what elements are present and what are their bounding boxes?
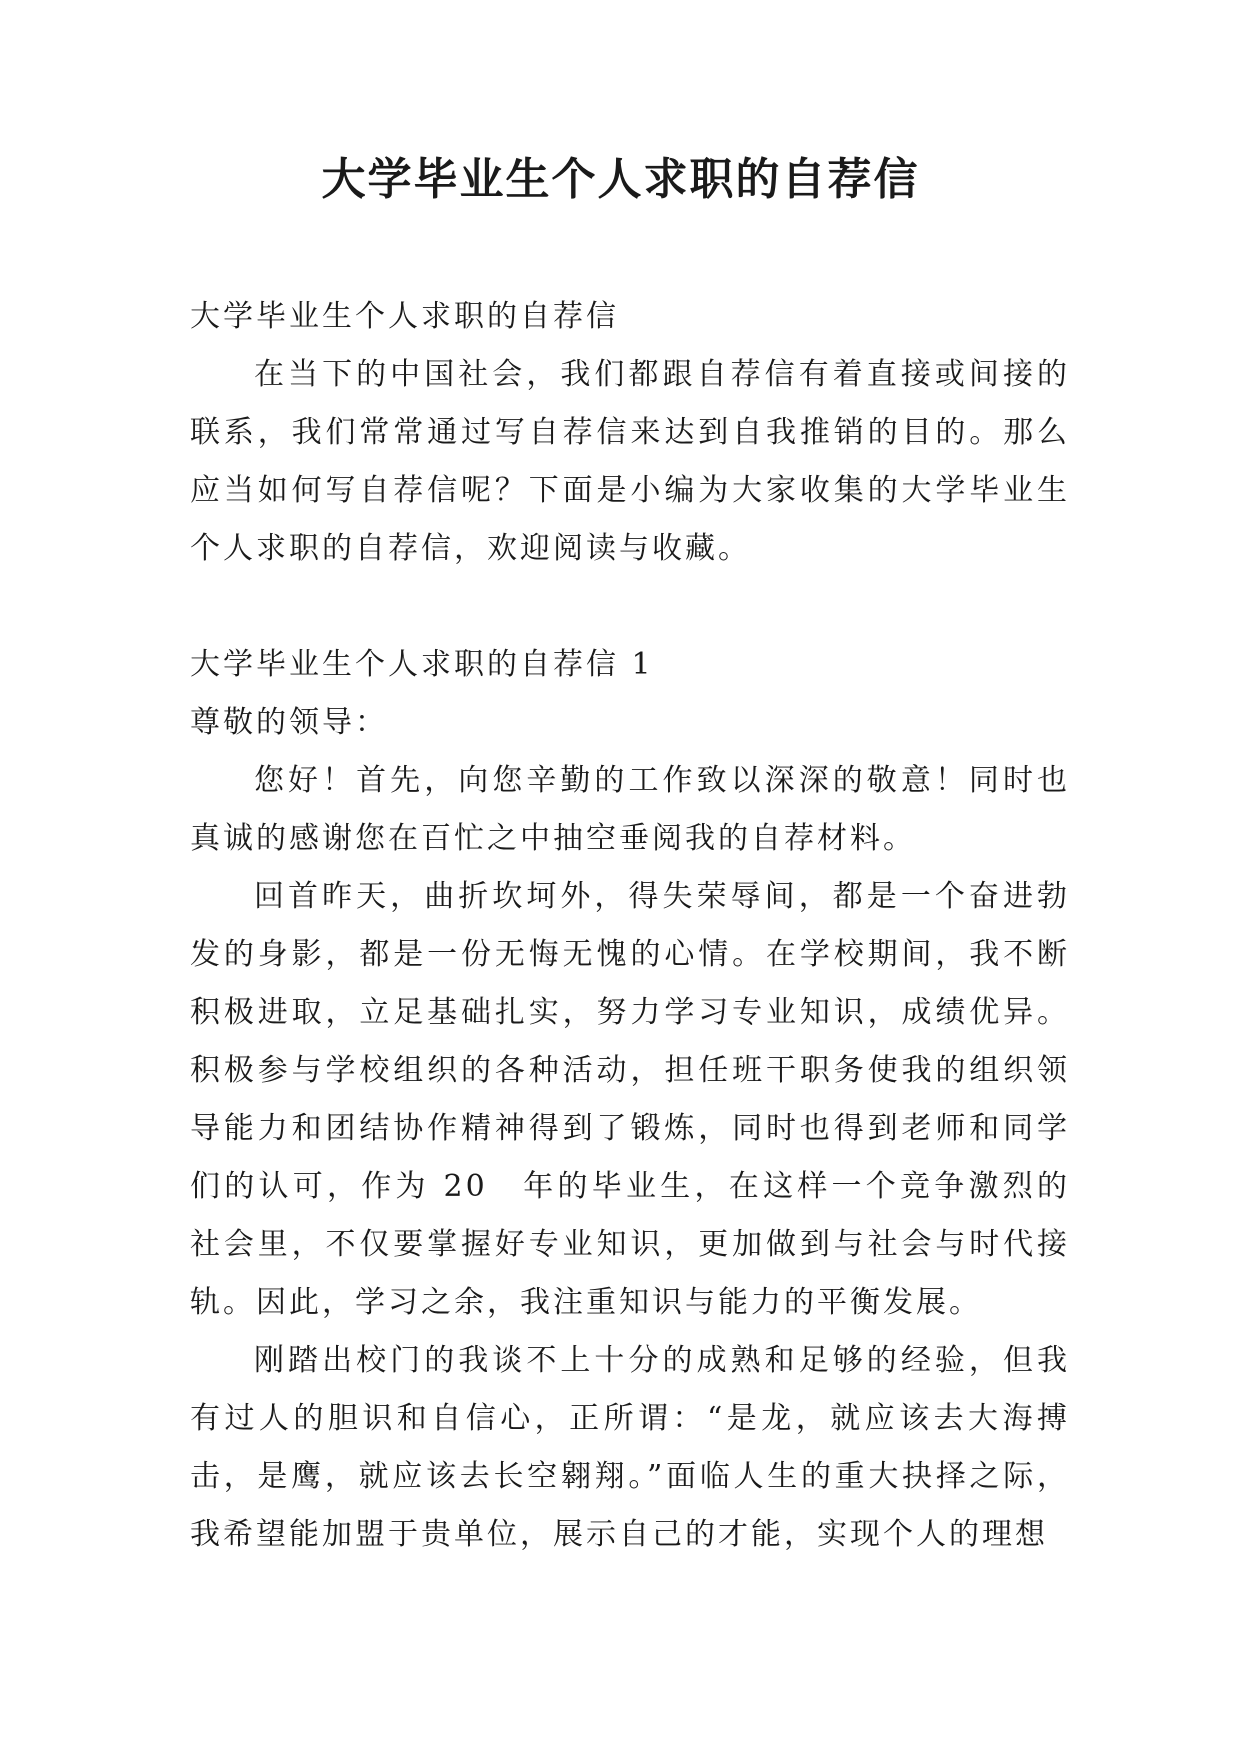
intro-paragraph: 在当下的中国社会，我们都跟自荐信有着直接或间接的联系，我们常常通过写自荐信来达到自我推销的目的。那么应当如何写自荐信呢？下面是小编为大家收集的大学毕业生个人求职的自荐信，欢迎阅读与收藏。 — [190, 357, 1070, 566]
document-subtitle: 大学毕业生个人求职的自荐信 — [190, 299, 619, 334]
document-title: 大学毕业生个人求职的自荐信 — [321, 154, 920, 205]
letter-paragraph-2: 回首昨天，曲折坎坷外，得失荣辱间，都是一个奋进勃发的身影，都是一份无悔无愧的心情。在学校期间，我不断积极进取，立足基础扎实，努力学习专业知识，成绩优异。积极参与学校组织的各种活动，担任班干职务使我的组织领导能力和团结协作精神得到了锻炼，同时也得到老师和同学们的认可，作为 20 年的毕业生，在这样一个竞争激烈的社会里，不仅要掌握好专业知识，更加做到与社会与时代接轨。因此，学习之余，我注重知识与能力的平衡发展。 — [190, 879, 1070, 1320]
letter-heading: 大学毕业生个人求职的自荐信 1 — [190, 647, 654, 682]
letter-paragraph-3: 刚踏出校门的我谈不上十分的成熟和足够的经验，但我有过人的胆识和自信心，正所谓：“是龙，就应该去大海搏击，是鹰，就应该去长空翱翔。”面临人生的重大抉择之际，我希望能加盟于贵单位，展示自己的才能，实现个人的理想 — [190, 1343, 1070, 1552]
paragraph-gap — [190, 578, 1070, 636]
document-body — [190, 288, 1070, 1564]
letter-salutation: 尊敬的领导： — [190, 705, 388, 740]
letter-paragraph-1: 您好！首先，向您辛勤的工作致以深深的敬意！同时也真诚的感谢您在百忙之中抽空垂阅我的自荐材料。 — [190, 763, 1070, 856]
